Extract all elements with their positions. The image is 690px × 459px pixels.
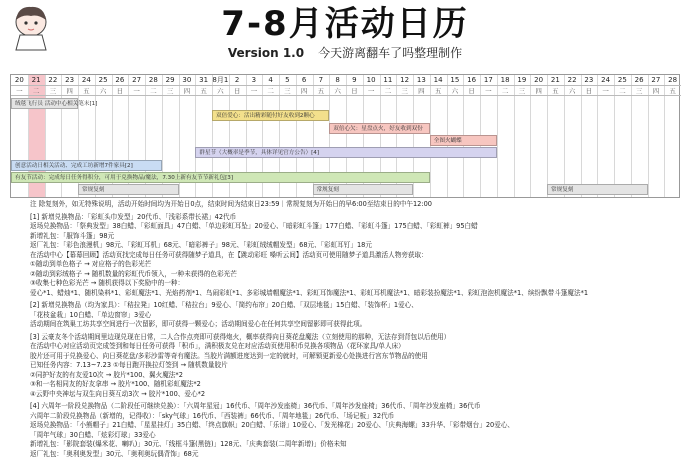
weekday-row <box>11 86 681 96</box>
date-cell: 2 <box>234 76 240 84</box>
date-cell: 16 <box>467 76 477 84</box>
event-bar: 群星节（大概率是季节，具体详见官方公告）[4] <box>195 147 497 158</box>
weekday-cell: 五 <box>552 87 559 95</box>
date-cell: 30 <box>182 76 192 84</box>
note-line: ③和一名相同友的好友拿串 → 胶片*100、随机彩虹魔法*2 <box>30 380 201 388</box>
event-bar: 全图火蝴蝶 <box>430 135 497 146</box>
weekday-cell: 二 <box>150 87 157 95</box>
note-line: 新增礼包：「服饰斗篷」98元 <box>30 231 115 240</box>
date-cell: 9 <box>352 76 357 84</box>
note-line: 胶片还可用于兑换爱心、向日葵花盘/多彩沙雷等奇有魔法。当胶片满额进度达到一定的就时，可解锁更新爱心处换进行宫东节物品的使用 <box>30 351 428 360</box>
note-line: [4] 六周年一阶段兑换物品（二阶段任可继续兑换）：「六周年星冠」16代币、「周年沙发座椅」36代币、「周年沙发座椅」36代币、「周年沙发座椅」36代币 <box>30 402 481 410</box>
date-cell: 19 <box>517 76 527 84</box>
page-subtitle <box>0 45 690 61</box>
version-label: Version 1.0 <box>227 46 305 60</box>
weekday-cell: 四 <box>652 87 660 95</box>
weekday-cell: 一 <box>485 87 492 95</box>
note-line: [3] 云豪友冬个活动期间里边现兑现在日常，二人合作点亮即可获得炮火，概率获得向日葵花盘魔法（立刻使用的那种，无法存到背包以后使用） <box>30 332 451 341</box>
note-line: 新增礼包：「影院套装(爆米花、喇叭)」30元、「线框斗篷(黑链)」128元、「庆典套装(二周年新增)」价格未知 <box>30 440 347 448</box>
event-timeline <box>10 74 680 198</box>
date-cell: 13 <box>416 76 426 84</box>
date-cell: 8 <box>335 76 340 84</box>
weekday-cell: 二 <box>384 87 392 95</box>
page-title: 7-8月活动日历 <box>221 4 469 44</box>
weekday-cell: 一 <box>367 87 375 95</box>
weekday-cell: 五 <box>317 87 325 95</box>
note-line: 返厂礼包：「彩色浪漫机」98元、「彩虹耳机」68元、「暗彩裤子」98元、「彩虹绒绒帽发型」68元、「彩虹耳钉」18元 <box>30 241 372 249</box>
event-bar: 双倍爱心：活出精彩随付好友收到2颗心 <box>212 110 329 121</box>
note-line: 返厂礼包：「奥利奥发型」30元、「奥利奥玩偶背饰」68元 <box>30 449 199 458</box>
weekday-cell: 五 <box>83 87 90 95</box>
date-cell: 18 <box>500 76 510 84</box>
weekday-cell: 六 <box>451 87 459 95</box>
weekday-cell: 三 <box>401 87 408 95</box>
weekday-cell: 一 <box>250 87 258 95</box>
note-line: 活动期间在筑巢工坊共享空间进行一次留影，即可获得一颗爱心；活动期间爱心在任何共享空间留影即可获得此项。 <box>30 320 367 328</box>
date-cell: 3 <box>251 76 257 84</box>
date-cell: 28 <box>148 76 158 84</box>
weekday-cell: 二 <box>501 87 509 95</box>
weekday-cell: 三 <box>49 87 57 95</box>
note-line: 在活动中心【幕幕回顾】活动页找完成每日任务可获得随梦子道具，在【跳动彩旺 嗓听云间】活动页可使用随梦子道具激活人物旁获取： <box>30 250 428 259</box>
event-bar: 常规复刻 <box>313 184 414 195</box>
note-line: 六周年二阶段兑换物品（新增的，记得收）：「sky气球」16代币、「西装裤」66代币、「周年地毯」26代币、「场记板」32代币 <box>30 411 395 420</box>
note-line: 返场兑换物品：「祭典发型」38白蜡、「彩虹面具」47白蜡、「单边彩虹耳坠」20爱心、「暗彩虹斗篷」177白蜡、「彩虹斗篷」175白蜡、「彩虹裤」95白蜡 <box>30 222 478 230</box>
date-cell: 27 <box>651 76 661 84</box>
date-cell: 22 <box>48 76 58 84</box>
author-credit: 今天游离翻车了吗整理制作 <box>318 46 463 60</box>
event-bar: 绒毯飞行员 活动中心相关笔末[1] <box>11 98 78 109</box>
note-line: ④云野中央神坛与双生向日葵互动3次 → 胶片*100、爱心*2 <box>30 389 206 398</box>
date-cell: 8月1 <box>212 76 229 84</box>
event-bar: 有友节活动：完成每日任务得积分，可用于兑换物品/魔法，7.30上新有友节节新礼包[3] <box>11 172 430 183</box>
event-notes <box>30 200 686 459</box>
weekday-cell: 一 <box>16 87 23 95</box>
date-cell: 23 <box>584 76 594 84</box>
date-cell: 10 <box>366 76 376 84</box>
date-cell: 14 <box>433 76 443 84</box>
weekday-cell: 四 <box>183 87 191 95</box>
event-bar: 常规复刻 <box>547 184 648 195</box>
weekday-cell: 三 <box>284 87 291 95</box>
weekday-cell: 六 <box>99 87 107 95</box>
date-cell: 25 <box>617 76 627 84</box>
note-line: 返场兑换物品：「小熊帽子」21白蜡、「星星挂灯」35白蜡、「终点旗帜」20白蜡、「乐谱」10爱心、「发光棉花」20爱心、「庆典海螺」33升华、「彩带烟台」20爱心、 <box>30 421 515 429</box>
weekday-cell: 五 <box>669 87 676 95</box>
note-line: ③收集七种色彩光芒 → 随机获得以下奖励中的一种： <box>30 279 185 287</box>
date-cell: 6 <box>301 76 307 84</box>
date-cell: 20 <box>534 76 544 84</box>
date-cell: 12 <box>400 76 410 84</box>
date-cell: 31 <box>199 76 209 84</box>
note-line: ①随动到单色格子 → 对应格子的色彩光芒 <box>30 260 152 268</box>
date-cell: 24 <box>601 76 611 84</box>
date-cell: 17 <box>483 76 493 84</box>
weekday-cell: 日 <box>585 87 593 95</box>
date-cell: 21 <box>31 76 41 84</box>
weekday-cell: 一 <box>133 87 140 95</box>
weekday-cell: 日 <box>468 87 475 95</box>
weekday-cell: 六 <box>568 87 576 95</box>
weekday-cell: 六 <box>334 87 341 95</box>
event-bar: 常规复刻 <box>78 184 179 195</box>
date-cell: 4 <box>268 76 273 84</box>
note-line: 爱心*1、蜡烛*1、随机染料*1、彩虹魔法*1、光焰药剂*1、鸟闹彩虹*1、多彩城墙帽魔法*1、彩虹耳饰魔法*1、彩虹耳机魔法*1、暗彩装扮魔法*1、彩虹泡泡机魔法*1、缤纷飘带斗篷魔法*1 <box>30 288 589 297</box>
event-bar: 双倍心欠：星盘点火，好友收到双份 <box>329 123 430 134</box>
weekday-cell: 四 <box>300 87 308 95</box>
note-line: 「花枝盆栽」10白蜡、「单边窗帘」3爱心 <box>30 310 152 319</box>
note-line: 已知任务内容：7.13~7.23 ①每日跑开换拉灯签到 → 随机数量胶片 <box>30 361 228 369</box>
date-cell: 11 <box>383 76 393 84</box>
weekday-cell: 六 <box>217 87 224 95</box>
date-cell: 26 <box>115 76 125 84</box>
weekday-cell: 日 <box>351 87 358 95</box>
weekday-cell: 日 <box>233 87 241 95</box>
weekday-cell: 一 <box>602 87 609 95</box>
note-line: ②随动到彩绒格子 → 随机数量的彩虹代币领入，一种未获得的色彩光芒 <box>30 269 237 278</box>
event-bar: 创意活动日相关活动、完成工坊新增7件家具[2] <box>11 160 162 171</box>
note-line: [1] 新增兑换物品：「彩虹头巾发型」20代币、「浅彩系带长裙」42代币 <box>30 212 237 221</box>
date-cell: 20 <box>14 76 24 84</box>
note-line: 在活动中心对应活动页完成签到和每日任务可获得「积币」，满积极友兑在对应活动页使用积币兑换各项物品（花环家具/单人床） <box>30 342 405 350</box>
date-cell: 29 <box>165 76 175 84</box>
date-cell: 28 <box>668 76 678 84</box>
date-cell: 21 <box>550 76 560 84</box>
date-cell: 23 <box>65 76 75 84</box>
date-cell: 7 <box>318 76 324 84</box>
date-cell: 5 <box>285 76 290 84</box>
weekday-cell: 四 <box>66 87 73 95</box>
weekday-cell: 二 <box>619 87 626 95</box>
note-line: 「周年气球」30白蜡、「炫彩灯球」33爱心 <box>30 430 156 439</box>
weekday-cell: 四 <box>418 87 425 95</box>
date-cell: 24 <box>81 76 91 84</box>
weekday-cell: 日 <box>116 87 124 95</box>
weekday-cell: 五 <box>200 87 207 95</box>
date-cell: 25 <box>98 76 108 84</box>
note-line: ②同护好友的有友爱10次 → 胶片*100、翼火魔法*2 <box>30 370 183 379</box>
date-cell: 22 <box>567 76 577 84</box>
note-line: [2] 新增兑换物品（均为家具）：「秸拉凳」10红蜡、「秸拉台」9爱心、「简约布帘」20白蜡、「双层地毯」15白蜡、「装饰杯」1爱心、 <box>30 301 418 309</box>
weekday-cell: 四 <box>535 87 542 95</box>
date-cell: 27 <box>132 76 142 84</box>
date-cell: 26 <box>634 76 644 84</box>
weekday-cell: 三 <box>518 87 526 95</box>
note-line: 注 除复刻外，如无特殊说明，活动开始时间均为开始日0点，结束时间为结束日23:59｜常规复刻为开始日的早6:00至结束日的中午12:00 <box>30 200 432 208</box>
date-cell: 15 <box>450 76 460 84</box>
date-row <box>11 75 681 86</box>
weekday-cell: 三 <box>635 87 643 95</box>
weekday-cell: 二 <box>32 87 40 95</box>
weekday-cell: 五 <box>434 87 442 95</box>
weekday-cell: 二 <box>267 87 274 95</box>
weekday-cell: 三 <box>166 87 174 95</box>
